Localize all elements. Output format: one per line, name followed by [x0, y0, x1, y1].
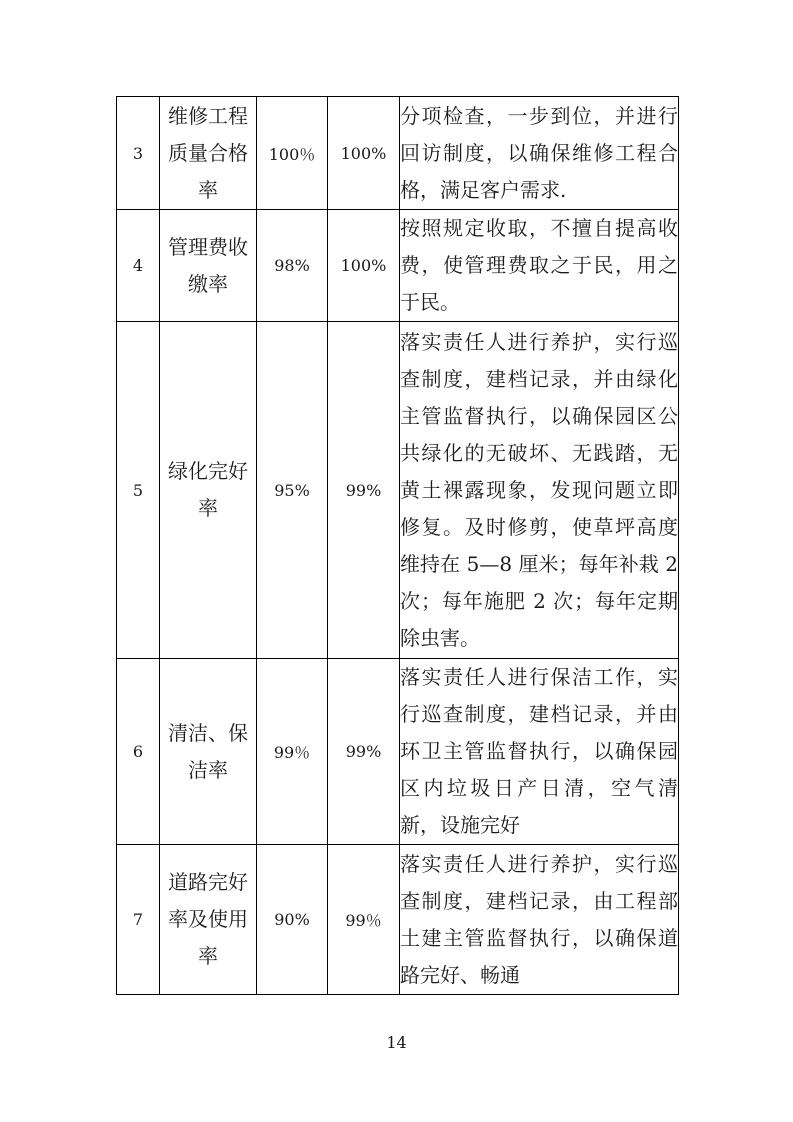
standards-table [116, 96, 679, 995]
item-name: 管理费收缴率 [160, 210, 257, 322]
row-number: 6 [117, 659, 160, 845]
target-rate: 99％ [328, 845, 400, 995]
item-name: 道路完好率及使用率 [160, 845, 257, 995]
standard-rate: 95% [257, 322, 328, 659]
item-name: 清洁、保洁率 [160, 659, 257, 845]
item-name: 绿化完好率 [160, 322, 257, 659]
standard-rate: 90% [257, 845, 328, 995]
measures-text: 落实责任人进行保洁工作，实行巡查制度，建档记录，并由环卫主管监督执行，以确保园区内垃圾日产日清，空气清新，设施完好 [400, 659, 679, 845]
standard-rate: 100％ [257, 97, 328, 210]
row-number: 4 [117, 210, 160, 322]
table-row [117, 97, 679, 210]
row-number: 5 [117, 322, 160, 659]
target-rate: 99% [328, 659, 400, 845]
row-number: 3 [117, 97, 160, 210]
measures-text: 分项检查，一步到位，并进行回访制度，以确保维修工程合格，满足客户需求. [400, 97, 679, 210]
table-row [117, 322, 679, 659]
measures-text: 落实责任人进行养护，实行巡查制度，建档记录，并由绿化主管监督执行，以确保园区公共绿化的无破坏、无践踏，无黄土裸露现象，发现问题立即修复。及时修剪，使草坪高度维持在 5—8 厘米；每年补栽 2 次；每年施肥 2 次；每年定期除虫害。 [400, 322, 679, 659]
measures-text: 按照规定收取，不擅自提高收费，使管理费取之于民，用之于民。 [400, 210, 679, 322]
table-row [117, 659, 679, 845]
measures-text: 落实责任人进行养护，实行巡查制度，建档记录，由工程部土建主管监督执行，以确保道路完好、畅通 [400, 845, 679, 995]
standard-rate: 98% [257, 210, 328, 322]
item-name: 维修工程质量合格率 [160, 97, 257, 210]
row-number: 7 [117, 845, 160, 995]
page-number: 14 [386, 1033, 407, 1052]
table-row [117, 210, 679, 322]
standard-rate: 99％ [257, 659, 328, 845]
table-row [117, 845, 679, 995]
target-rate: 100% [328, 97, 400, 210]
target-rate: 100% [328, 210, 400, 322]
target-rate: 99% [328, 322, 400, 659]
